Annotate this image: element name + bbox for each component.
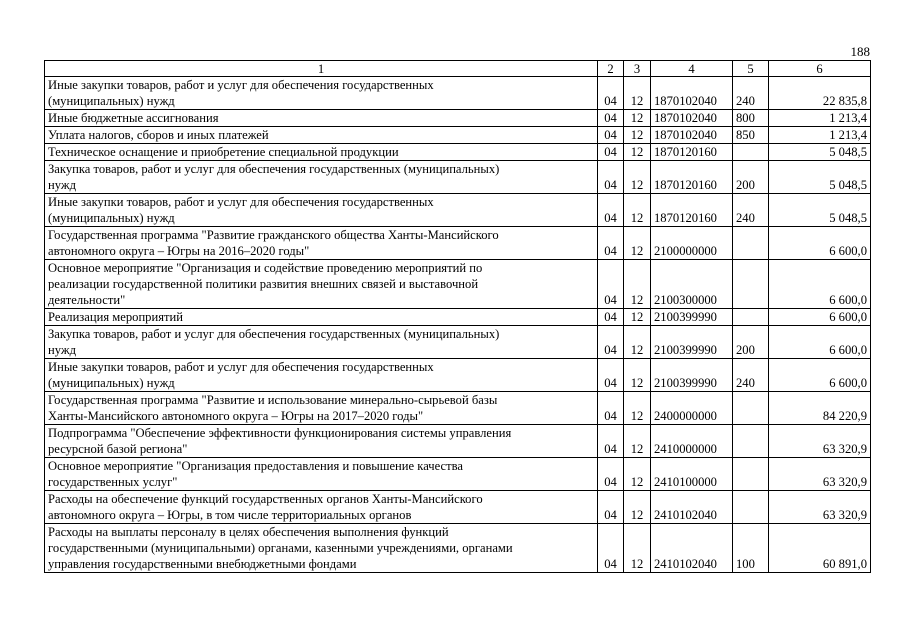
row-subsection-cell: 12: [624, 326, 651, 359]
row-amount-cell: 63 320,9: [769, 458, 871, 491]
row-target-article-cell: 2100399990: [651, 309, 733, 326]
row-name-cell: [45, 425, 598, 458]
budget-table: [44, 60, 871, 573]
row-subsection-cell: 12: [624, 359, 651, 392]
row-amount-cell: 5 048,5: [769, 144, 871, 161]
row-subsection-cell: 12: [624, 110, 651, 127]
row-section-cell: 04: [598, 425, 624, 458]
row-target-article-cell: 2410100000: [651, 458, 733, 491]
row-name-line: Основное мероприятие "Организация предоставления и повышение качества: [48, 459, 463, 473]
row-section-cell: 04: [598, 392, 624, 425]
header-col-4: 4: [651, 61, 733, 77]
row-section-cell: 04: [598, 491, 624, 524]
row-subsection-cell: 12: [624, 227, 651, 260]
row-amount-cell: 5 048,5: [769, 161, 871, 194]
table-row: [45, 458, 871, 491]
row-amount-cell: 6 600,0: [769, 326, 871, 359]
row-target-article-cell: 2100300000: [651, 260, 733, 309]
row-expense-type-cell: [733, 227, 769, 260]
row-name-line: Ханты-Мансийского автономного округа – Югры на 2017–2020 годы": [48, 409, 424, 423]
row-name-line: Закупка товаров, работ и услуг для обеспечения государственных (муниципальных): [48, 162, 500, 176]
row-amount-cell: 1 213,4: [769, 127, 871, 144]
row-expense-type-cell: [733, 491, 769, 524]
row-section-cell: 04: [598, 144, 624, 161]
row-expense-type-cell: [733, 260, 769, 309]
row-subsection-cell: 12: [624, 260, 651, 309]
row-amount-cell: 5 048,5: [769, 194, 871, 227]
table-row: [45, 127, 871, 144]
row-subsection-cell: 12: [624, 458, 651, 491]
row-section-cell: 04: [598, 127, 624, 144]
table-row: [45, 359, 871, 392]
row-amount-cell: 63 320,9: [769, 425, 871, 458]
row-name-line: управления государственными внебюджетными фондами: [48, 557, 357, 571]
row-target-article-cell: 1870120160: [651, 144, 733, 161]
row-name-cell: [45, 227, 598, 260]
row-target-article-cell: 1870102040: [651, 110, 733, 127]
row-subsection-cell: 12: [624, 127, 651, 144]
row-subsection-cell: 12: [624, 77, 651, 110]
row-name-line: Расходы на обеспечение функций государственных органов Ханты-Мансийского: [48, 492, 483, 506]
row-expense-type-cell: [733, 425, 769, 458]
row-section-cell: 04: [598, 161, 624, 194]
row-section-cell: 04: [598, 260, 624, 309]
row-amount-cell: 84 220,9: [769, 392, 871, 425]
row-expense-type-cell: 850: [733, 127, 769, 144]
row-name-cell: [45, 161, 598, 194]
row-target-article-cell: 2100399990: [651, 359, 733, 392]
page-number: 188: [850, 44, 870, 59]
row-name-line: автономного округа – Югры, в том числе территориальных органов: [48, 508, 412, 522]
row-section-cell: 04: [598, 359, 624, 392]
row-name-cell: [45, 359, 598, 392]
table-row: [45, 260, 871, 309]
row-name-line: Закупка товаров, работ и услуг для обеспечения государственных (муниципальных): [48, 327, 500, 341]
row-amount-cell: 6 600,0: [769, 359, 871, 392]
header-col-1: 1: [45, 61, 598, 77]
row-name-line: Иные закупки товаров, работ и услуг для обеспечения государственных: [48, 78, 434, 92]
row-subsection-cell: 12: [624, 425, 651, 458]
row-section-cell: 04: [598, 326, 624, 359]
table-row: [45, 110, 871, 127]
table-row: [45, 392, 871, 425]
row-name-line: Иные бюджетные ассигнования: [48, 111, 219, 125]
row-amount-cell: 1 213,4: [769, 110, 871, 127]
row-name-line: Расходы на выплаты персоналу в целях обеспечения выполнения функций: [48, 525, 449, 539]
row-target-article-cell: 1870102040: [651, 77, 733, 110]
table-row: [45, 326, 871, 359]
row-name-line: Основное мероприятие "Организация и содействие проведению мероприятий по: [48, 261, 483, 275]
row-target-article-cell: 1870120160: [651, 194, 733, 227]
row-name-line: Государственная программа "Развитие и использование минерально-сырьевой базы: [48, 393, 498, 407]
row-section-cell: 04: [598, 309, 624, 326]
row-target-article-cell: 2410102040: [651, 524, 733, 573]
row-target-article-cell: 2410102040: [651, 491, 733, 524]
table-row: [45, 491, 871, 524]
row-name-line: деятельности": [48, 293, 126, 307]
row-name-cell: [45, 260, 598, 309]
table-row: [45, 524, 871, 573]
row-name-line: Иные закупки товаров, работ и услуг для обеспечения государственных: [48, 195, 434, 209]
table-row: [45, 144, 871, 161]
row-name-line: реализации государственной политики развития внешних связей и выставочной: [48, 277, 479, 291]
row-name-line: (муниципальных) нужд: [48, 211, 175, 225]
row-target-article-cell: 2400000000: [651, 392, 733, 425]
row-section-cell: 04: [598, 524, 624, 573]
row-name-cell: [45, 326, 598, 359]
table-row: [45, 77, 871, 110]
header-col-2: 2: [598, 61, 624, 77]
row-name-cell: [45, 110, 598, 127]
row-name-line: ресурсной базой региона": [48, 442, 188, 456]
table-body: [45, 77, 871, 573]
row-expense-type-cell: 240: [733, 359, 769, 392]
row-name-line: государственными (муниципальными) органами, казенными учреждениями, органами: [48, 541, 513, 555]
row-section-cell: 04: [598, 194, 624, 227]
row-name-line: Техническое оснащение и приобретение специальной продукции: [48, 145, 399, 159]
row-name-line: Государственная программа "Развитие гражданского общества Ханты-Мансийского: [48, 228, 499, 242]
row-name-line: Уплата налогов, сборов и иных платежей: [48, 128, 269, 142]
table-row: [45, 425, 871, 458]
row-name-cell: [45, 194, 598, 227]
row-name-line: (муниципальных) нужд: [48, 94, 175, 108]
row-amount-cell: 6 600,0: [769, 227, 871, 260]
row-subsection-cell: 12: [624, 194, 651, 227]
row-name-line: Подпрограмма "Обеспечение эффективности функционирования системы управления: [48, 426, 512, 440]
row-name-cell: [45, 77, 598, 110]
row-subsection-cell: 12: [624, 392, 651, 425]
row-expense-type-cell: [733, 392, 769, 425]
row-subsection-cell: 12: [624, 491, 651, 524]
header-col-6: 6: [769, 61, 871, 77]
row-expense-type-cell: 240: [733, 77, 769, 110]
row-name-line: нужд: [48, 178, 76, 192]
row-target-article-cell: 1870102040: [651, 127, 733, 144]
row-subsection-cell: 12: [624, 524, 651, 573]
row-amount-cell: 6 600,0: [769, 260, 871, 309]
row-name-cell: [45, 491, 598, 524]
row-amount-cell: 6 600,0: [769, 309, 871, 326]
row-name-cell: [45, 458, 598, 491]
row-expense-type-cell: [733, 458, 769, 491]
row-expense-type-cell: [733, 144, 769, 161]
row-name-line: государственных услуг": [48, 475, 178, 489]
row-amount-cell: 22 835,8: [769, 77, 871, 110]
table-row: [45, 227, 871, 260]
row-name-line: (муниципальных) нужд: [48, 376, 175, 390]
row-target-article-cell: 2100000000: [651, 227, 733, 260]
row-name-cell: [45, 127, 598, 144]
row-name-cell: [45, 524, 598, 573]
row-name-line: нужд: [48, 343, 76, 357]
row-subsection-cell: 12: [624, 309, 651, 326]
row-name-cell: [45, 309, 598, 326]
row-subsection-cell: 12: [624, 161, 651, 194]
row-expense-type-cell: 800: [733, 110, 769, 127]
row-expense-type-cell: 100: [733, 524, 769, 573]
row-expense-type-cell: 200: [733, 326, 769, 359]
table-row: [45, 161, 871, 194]
row-name-line: Реализация мероприятий: [48, 310, 183, 324]
header-row: [45, 61, 871, 77]
header-col-5: 5: [733, 61, 769, 77]
row-subsection-cell: 12: [624, 144, 651, 161]
row-expense-type-cell: 200: [733, 161, 769, 194]
row-name-line: Иные закупки товаров, работ и услуг для обеспечения государственных: [48, 360, 434, 374]
row-name-cell: [45, 144, 598, 161]
row-amount-cell: 63 320,9: [769, 491, 871, 524]
row-target-article-cell: 2410000000: [651, 425, 733, 458]
row-expense-type-cell: 240: [733, 194, 769, 227]
row-amount-cell: 60 891,0: [769, 524, 871, 573]
row-name-cell: [45, 392, 598, 425]
row-target-article-cell: 1870120160: [651, 161, 733, 194]
table-row: [45, 194, 871, 227]
table-row: [45, 309, 871, 326]
table-header: [45, 61, 871, 77]
row-section-cell: 04: [598, 110, 624, 127]
row-section-cell: 04: [598, 227, 624, 260]
row-section-cell: 04: [598, 77, 624, 110]
header-col-3: 3: [624, 61, 651, 77]
row-target-article-cell: 2100399990: [651, 326, 733, 359]
row-section-cell: 04: [598, 458, 624, 491]
row-name-line: автономного округа – Югры на 2016–2020 годы": [48, 244, 310, 258]
row-expense-type-cell: [733, 309, 769, 326]
